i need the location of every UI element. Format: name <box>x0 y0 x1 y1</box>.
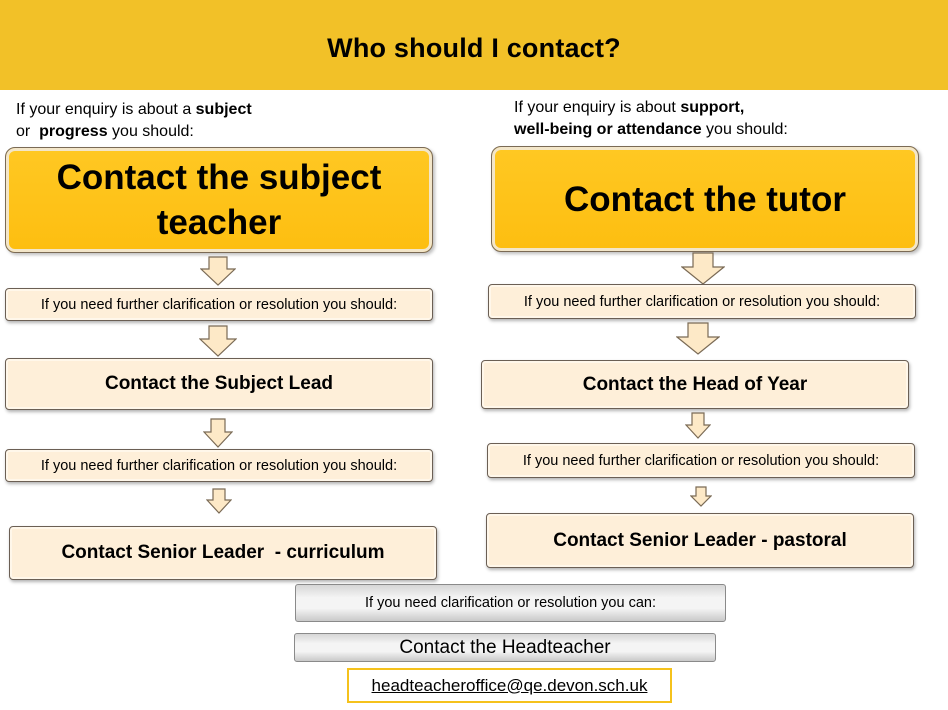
left-clarification-note-2 <box>5 449 433 482</box>
left-intro <box>16 99 252 143</box>
right-intro-text: you should: <box>701 121 788 138</box>
step-text: Contact Senior Leader - pastoral <box>553 529 847 551</box>
left-intro-keyword-subject: subject <box>195 101 252 118</box>
down-arrow-icon <box>199 325 237 357</box>
down-arrow-icon <box>690 486 712 507</box>
contact-senior-leader-pastoral-box <box>486 513 914 568</box>
step-text: Contact the Subject Lead <box>104 373 334 394</box>
down-arrow-icon <box>203 418 233 448</box>
email-address[interactable]: headteacheroffice@qe.devon.sch.uk <box>371 675 648 695</box>
left-intro-text: If your enquiry is about a <box>16 101 196 118</box>
headteacher-email-link[interactable] <box>347 668 672 703</box>
clarification-text: If you need further clarification or resolution you should: <box>40 457 398 474</box>
down-arrow-icon <box>685 412 711 439</box>
page-title: Who should I contact? <box>327 32 621 63</box>
right-intro-keyword-wellbeing: well-being or attendance <box>514 121 702 138</box>
headteacher-clarification-note <box>295 584 726 622</box>
down-arrow-icon <box>200 256 236 286</box>
step-text: Contact Senior Leader - curriculum <box>61 542 385 563</box>
right-clarification-note-2 <box>487 443 915 478</box>
primary-box-line: Contact the tutor <box>564 179 846 219</box>
down-arrow-icon <box>206 488 232 514</box>
clarification-text: If you need further clarification or resolution you should: <box>522 452 880 469</box>
left-intro-text: or <box>16 123 40 140</box>
primary-box-line: Contact the subject <box>56 158 382 197</box>
clarification-text: If you need clarification or resolution you can: <box>365 595 656 611</box>
step-text: Contact the Headteacher <box>399 636 611 658</box>
contact-headteacher-box <box>294 633 716 662</box>
contact-tutor-box <box>491 146 919 252</box>
right-intro-keyword-support: support, <box>680 99 745 116</box>
contact-senior-leader-curriculum-box <box>9 526 437 580</box>
contact-subject-teacher-box <box>5 147 433 253</box>
left-intro-text: you should: <box>107 123 194 140</box>
contact-head-of-year-box <box>481 360 909 409</box>
step-text: Contact the Head of Year <box>582 373 808 395</box>
left-clarification-note-1 <box>5 288 433 321</box>
primary-box-line: teacher <box>156 203 282 242</box>
down-arrow-icon <box>676 322 720 355</box>
title-banner <box>0 0 948 90</box>
left-intro-keyword-progress: progress <box>39 123 108 140</box>
right-intro-text: If your enquiry is about <box>514 99 681 116</box>
right-intro <box>514 97 788 141</box>
clarification-text: If you need further clarification or resolution you should: <box>40 296 398 313</box>
down-arrow-icon <box>681 252 725 285</box>
contact-subject-lead-box <box>5 358 433 410</box>
clarification-text: If you need further clarification or resolution you should: <box>523 293 881 310</box>
right-clarification-note-1 <box>488 284 916 319</box>
